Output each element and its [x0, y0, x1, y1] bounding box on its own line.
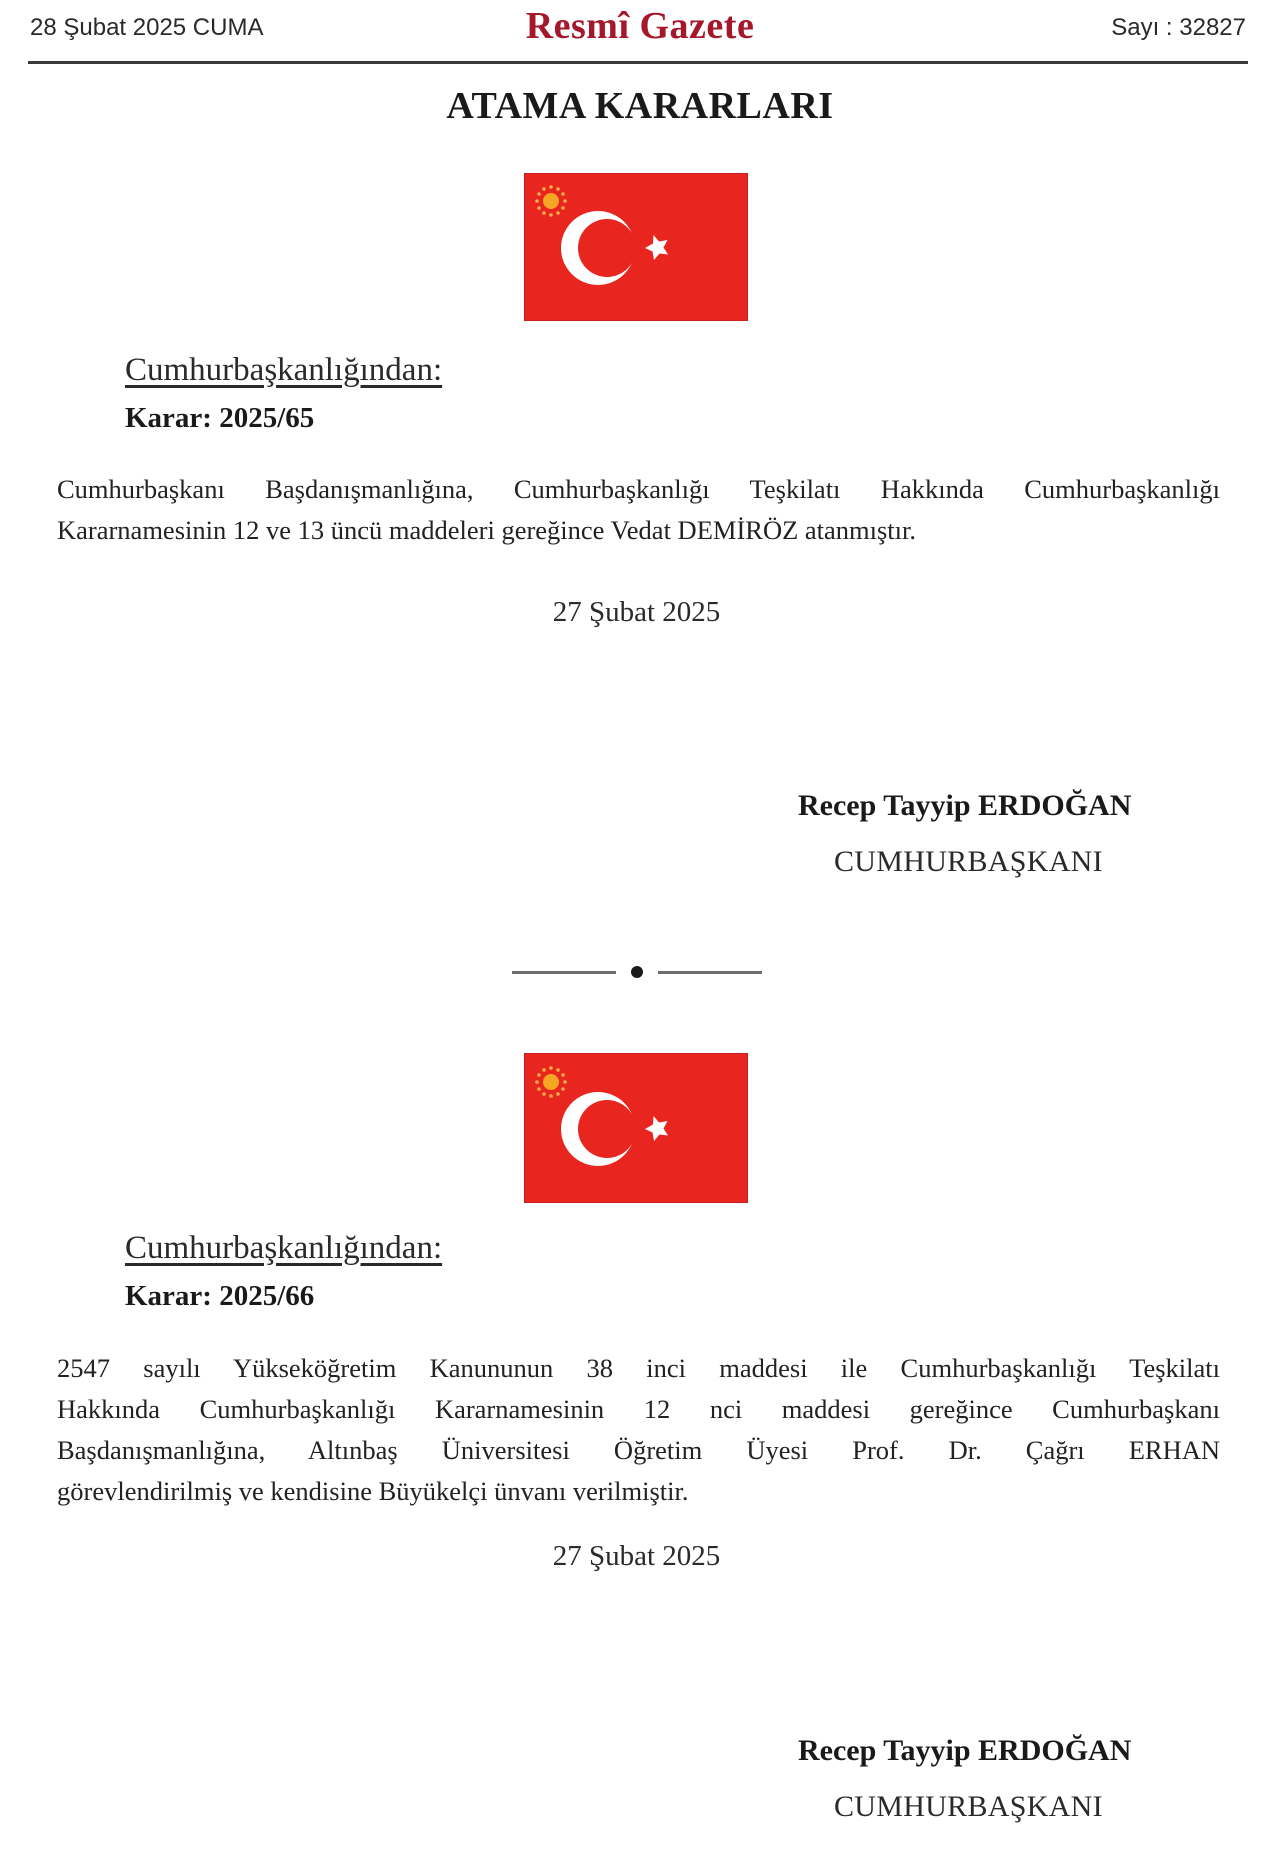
decree-body-line: Kararnamesinin 12 ve 13 üncü maddeleri gereğince Vedat DEMİRÖZ atanmıştır.	[57, 515, 917, 545]
separator-line-right	[658, 971, 762, 974]
signatory-title: CUMHURBAŞKANI	[834, 1790, 1103, 1823]
signatory-title: CUMHURBAŞKANI	[834, 845, 1103, 878]
gazette-issue-number: Sayı : 32827	[1111, 14, 1246, 41]
decree-date: 27 Şubat 2025	[552, 596, 721, 628]
decree-body-line: Cumhurbaşkanı Başdanışmanlığına, Cumhurbaşkanlığı Teşkilatı Hakkında Cumhurbaşkanlığı	[57, 474, 1220, 504]
decree-body	[57, 1348, 1220, 1512]
presidential-flag-icon	[525, 1054, 747, 1202]
gazette-masthead: Resmî Gazete	[525, 5, 755, 47]
decree-body-line: görevlendirilmiş ve kendisine Büyükelçi ünvanı verilmiştir.	[57, 1476, 689, 1506]
separator-dot-icon	[631, 966, 643, 978]
decree-issuer: Cumhurbaşkanlığından:	[125, 352, 443, 388]
signatory-name: Recep Tayyip ERDOĞAN	[798, 1734, 1132, 1767]
decree-body-line: Hakkında Cumhurbaşkanlığı Kararnamesinin 12 nci maddesi gereğince Cumhurbaşkanı	[57, 1394, 1220, 1424]
decree-body-line: Başdanışmanlığına, Altınbaş Üniversitesi Öğretim Üyesi Prof. Dr. Çağrı ERHAN	[57, 1435, 1220, 1465]
header-divider	[28, 61, 1248, 64]
separator-line-left	[512, 971, 616, 974]
presidential-flag-icon	[525, 174, 747, 320]
decree-body	[57, 469, 1220, 551]
decree-body-line: 2547 sayılı Yükseköğretim Kanununun 38 inci maddesi ile Cumhurbaşkanlığı Teşkilatı	[57, 1353, 1220, 1383]
decree-separator	[512, 962, 762, 982]
decree-date: 27 Şubat 2025	[552, 1540, 721, 1572]
decree-number: Karar: 2025/66	[125, 1280, 315, 1312]
gazette-date: 28 Şubat 2025 CUMA	[30, 14, 264, 41]
decree-number: Karar: 2025/65	[125, 402, 315, 434]
signatory-name: Recep Tayyip ERDOĞAN	[798, 789, 1132, 822]
section-title: ATAMA KARARLARI	[446, 85, 834, 127]
decree-issuer: Cumhurbaşkanlığından:	[125, 1230, 443, 1266]
